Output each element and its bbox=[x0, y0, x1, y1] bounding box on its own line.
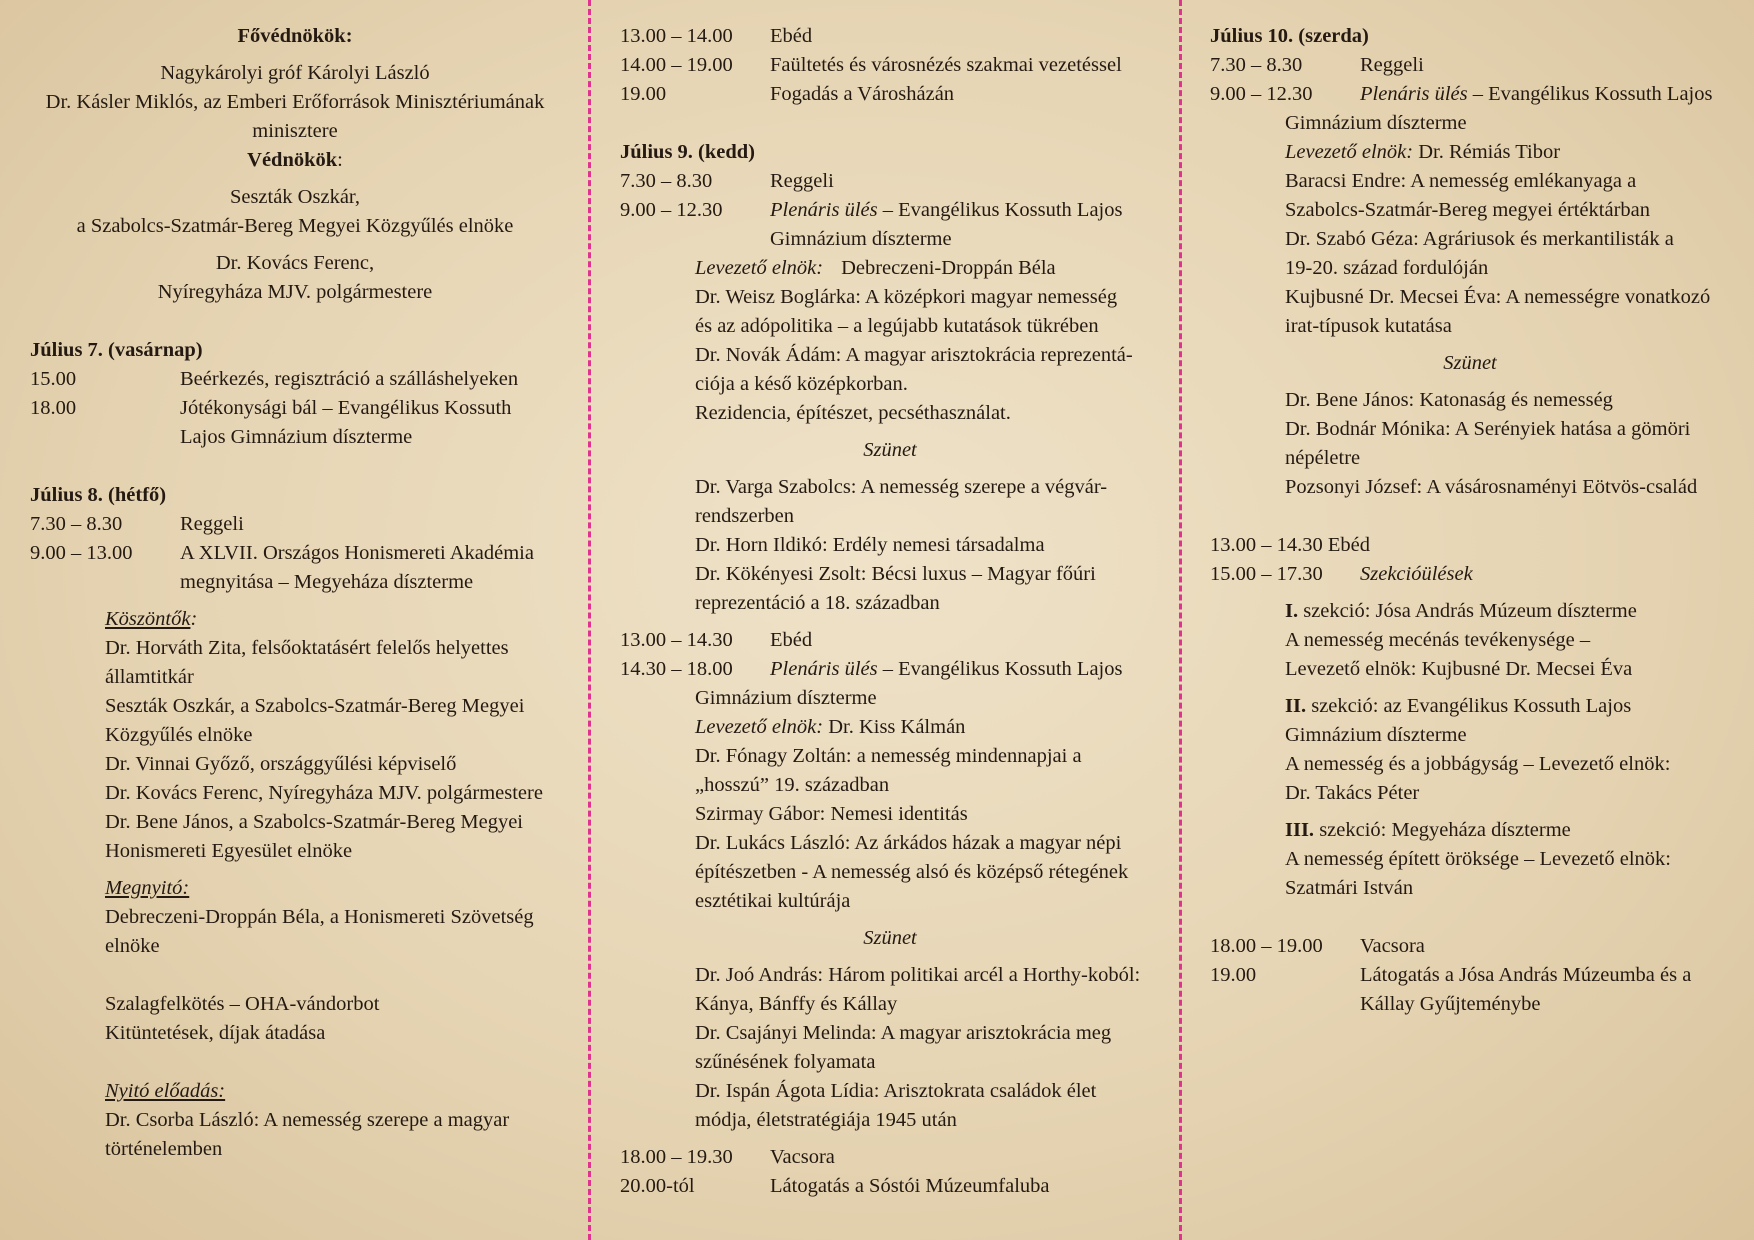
schedule-row: 18.00 Jótékonysági bál – Evangélikus Kossuth bbox=[30, 397, 512, 419]
sponsor-line: Seszták Oszkár, bbox=[229, 186, 361, 208]
schedule-row: 19.00 Látogatás a Jósa András Múzeumba és a bbox=[1210, 964, 1692, 986]
opener-line: elnöke bbox=[105, 935, 160, 957]
greeting-line: Közgyűlés elnöke bbox=[105, 724, 253, 746]
talk-line: Rezidencia, építészet, pecséthasználat. bbox=[695, 402, 1011, 424]
break-label: Szünet bbox=[863, 439, 917, 461]
section-head: I. szekció: Jósa András Múzeum díszterme bbox=[1285, 600, 1637, 622]
greeting-line: Seszták Oszkár, a Szabolcs-Szatmár-Bereg Megyei bbox=[105, 695, 525, 717]
schedule-row-cont: megnyitása – Megyeháza díszterme bbox=[180, 571, 474, 593]
schedule-row: 7.30 – 8.30 Reggeli bbox=[620, 170, 834, 192]
talk-line: reprezentáció a 18. században bbox=[695, 592, 940, 614]
talk-line: építészetben - A nemesség alsó és középső rétegének bbox=[695, 861, 1129, 883]
talk-line: Dr. Varga Szabolcs: A nemesség szerepe a végvár- bbox=[695, 476, 1108, 498]
talk-line: Dr. Horn Ildikó: Erdély nemesi társadalma bbox=[695, 534, 1045, 556]
talk-line: ciója a késő középkorban. bbox=[695, 373, 908, 395]
chair-line: Levezető elnök: Debreczeni-Droppán Béla bbox=[695, 257, 1056, 279]
sponsors-heading: Védnökök: bbox=[247, 149, 343, 171]
talk-line: Dr. Weisz Boglárka: A középkori magyar nemesség bbox=[695, 286, 1118, 308]
schedule-row: 19.00 Fogadás a Városházán bbox=[620, 83, 955, 105]
patrons-heading: Fővédnökök: bbox=[237, 25, 353, 47]
talk-line: rendszerben bbox=[695, 505, 795, 527]
talk-line: Baracsi Endre: A nemesség emlékanyaga a bbox=[1285, 170, 1637, 192]
lecture-line: történelemben bbox=[105, 1138, 223, 1160]
talk-line: Dr. Fónagy Zoltán: a nemesség mindennapjai a bbox=[695, 745, 1082, 767]
schedule-row: 9.00 – 12.30 Plenáris ülés – Evangélikus Kossuth Lajos bbox=[620, 199, 1123, 221]
talk-line: Pozsonyi József: A vásárosnaményi Eötvös-család bbox=[1285, 476, 1698, 498]
day-title: Július 7. (vasárnap) bbox=[30, 339, 203, 361]
talk-line: Dr. Csajányi Melinda: A magyar arisztokrácia meg bbox=[695, 1022, 1112, 1044]
section-line: Levezető elnök: Kujbusné Dr. Mecsei Éva bbox=[1285, 658, 1633, 680]
schedule-row: 15.00 – 17.30 Szekcióülések bbox=[1210, 563, 1473, 585]
chair-line: Levezető elnök: Dr. Kiss Kálmán bbox=[695, 716, 966, 738]
schedule-row: 15.00 Beérkezés, regisztráció a szálláshelyeken bbox=[30, 368, 519, 390]
ribbon-line: Kitüntetések, díjak átadása bbox=[105, 1022, 326, 1044]
section-head: II. szekció: az Evangélikus Kossuth Lajos bbox=[1285, 695, 1632, 717]
talk-line: Kujbusné Dr. Mecsei Éva: A nemességre vonatkozó bbox=[1285, 286, 1711, 308]
schedule-row: 14.30 – 18.00 Plenáris ülés – Evangélikus Kossuth Lajos bbox=[620, 658, 1123, 680]
schedule-row: 9.00 – 12.30 Plenáris ülés – Evangélikus Kossuth Lajos bbox=[1210, 83, 1713, 105]
sponsor-line: a Szabolcs-Szatmár-Bereg Megyei Közgyűlés elnöke bbox=[76, 215, 514, 237]
sponsor-line: Nyíregyháza MJV. polgármestere bbox=[157, 281, 433, 303]
schedule-row: 18.00 – 19.30 Vacsora bbox=[620, 1146, 835, 1168]
talk-line: módja, életstratégiája 1945 után bbox=[695, 1109, 957, 1131]
talk-line: Dr. Lukács László: Az árkádos házak a magyar népi bbox=[695, 832, 1122, 854]
talk-line: Dr. Novák Ádám: A magyar arisztokrácia reprezentá- bbox=[695, 344, 1133, 366]
schedule-row: 20.00-tól Látogatás a Sóstói Múzeumfaluba bbox=[620, 1175, 1050, 1197]
talk-line: Szabolcs-Szatmár-Bereg megyei értéktárban bbox=[1285, 199, 1651, 221]
greeting-line: Dr. Kovács Ferenc, Nyíregyháza MJV. polgármestere bbox=[105, 782, 543, 804]
schedule-row-cont: Kállay Gyűjteménybe bbox=[1360, 993, 1541, 1015]
talk-line: Dr. Joó András: Három politikai arcél a Horthy-koból: bbox=[695, 964, 1141, 986]
opener-label: Megnyitó: bbox=[105, 877, 190, 899]
fold-line-left bbox=[588, 0, 591, 1240]
talk-line: és az adópolitika – a legújabb kutatások tükrében bbox=[695, 315, 1099, 337]
section-line: A nemesség épített öröksége – Levezető elnök: bbox=[1285, 848, 1671, 870]
column-left bbox=[30, 22, 560, 1164]
patron-line: minisztere bbox=[252, 120, 338, 142]
day-title: Július 8. (hétfő) bbox=[30, 484, 167, 506]
talk-line: népéletre bbox=[1285, 447, 1361, 469]
patron-line: Nagykárolyi gróf Károlyi László bbox=[160, 62, 430, 84]
schedule-row: 18.00 – 19.00 Vacsora bbox=[1210, 935, 1425, 957]
talk-line: Szirmay Gábor: Nemesi identitás bbox=[695, 803, 968, 825]
talk-line: Dr. Szabó Géza: Agráriusok és merkantilisták a bbox=[1285, 228, 1674, 250]
schedule-row: 13.00 – 14.00 Ebéd bbox=[620, 25, 813, 47]
greetings-label: Köszöntők: bbox=[105, 608, 198, 630]
talk-line: „hosszú” 19. században bbox=[695, 774, 890, 796]
section-line: A nemesség és a jobbágyság – Levezető elnök: bbox=[1285, 753, 1671, 775]
talk-line: szűnésének folyamata bbox=[695, 1051, 876, 1073]
section-line: A nemesség mecénás tevékenysége – bbox=[1285, 629, 1591, 651]
schedule-row-cont: Gimnázium díszterme bbox=[770, 228, 952, 250]
greeting-line: Honismereti Egyesület elnöke bbox=[105, 840, 353, 862]
schedule-row: 9.00 – 13.00 A XLVII. Országos Honismereti Akadémia bbox=[30, 542, 534, 564]
schedule-row: 13.00 – 14.30 Ebéd bbox=[620, 629, 813, 651]
talk-line: irat-típusok kutatása bbox=[1285, 315, 1452, 337]
schedule-row: 7.30 – 8.30 Reggeli bbox=[1210, 54, 1424, 76]
break-label: Szünet bbox=[863, 927, 917, 949]
ribbon-line: Szalagfelkötés – OHA-vándorbot bbox=[105, 993, 380, 1015]
talk-line: 19-20. század fordulóján bbox=[1285, 257, 1489, 279]
day-title: Július 10. (szerda) bbox=[1210, 25, 1369, 47]
talk-line: esztétikai kultúrája bbox=[695, 890, 851, 912]
opener-line: Debreczeni-Droppán Béla, a Honismereti Szövetség bbox=[105, 906, 534, 928]
section-line: Gimnázium díszterme bbox=[1285, 724, 1467, 746]
talk-line: Dr. Bene János: Katonaság és nemesség bbox=[1285, 389, 1613, 411]
schedule-row-cont: Lajos Gimnázium díszterme bbox=[180, 426, 413, 448]
greeting-line: államtitkár bbox=[105, 666, 194, 688]
schedule-row-cont: Gimnázium díszterme bbox=[1285, 112, 1467, 134]
schedule-row: 7.30 – 8.30 Reggeli bbox=[30, 513, 244, 535]
section-line: Szatmári István bbox=[1285, 877, 1414, 899]
greeting-line: Dr. Vinnai Győző, országgyűlési képviselő bbox=[105, 753, 457, 775]
talk-line: Dr. Ispán Ágota Lídia: Arisztokrata családok élet bbox=[695, 1080, 1097, 1102]
lecture-line: Dr. Csorba László: A nemesség szerepe a magyar bbox=[105, 1109, 510, 1131]
break-label: Szünet bbox=[1443, 352, 1497, 374]
column-right bbox=[1210, 22, 1730, 1019]
schedule-row-cont: Gimnázium díszterme bbox=[695, 687, 877, 709]
chair-line: Levezető elnök: Dr. Rémiás Tibor bbox=[1285, 141, 1561, 163]
talk-line: Dr. Bodnár Mónika: A Serényiek hatása a gömöri bbox=[1285, 418, 1691, 440]
talk-line: Dr. Kökényesi Zsolt: Bécsi luxus – Magyar főúri bbox=[695, 563, 1096, 585]
greeting-line: Dr. Bene János, a Szabolcs-Szatmár-Bereg Megyei bbox=[105, 811, 523, 833]
patron-line: Dr. Kásler Miklós, az Emberi Erőforrások Minisztériumának bbox=[45, 91, 545, 113]
talk-line: Kánya, Bánffy és Kállay bbox=[695, 993, 898, 1015]
section-head: III. szekció: Megyeháza díszterme bbox=[1285, 819, 1571, 841]
section-line: Dr. Takács Péter bbox=[1285, 782, 1420, 804]
column-middle bbox=[620, 22, 1160, 1201]
lunch-line: 13.00 – 14.30 Ebéd bbox=[1210, 534, 1370, 556]
greeting-line: Dr. Horváth Zita, felsőoktatásért felelős helyettes bbox=[105, 637, 509, 659]
schedule-row: 14.00 – 19.00 Faültetés és városnézés szakmai vezetéssel bbox=[620, 54, 1122, 76]
sponsor-line: Dr. Kovács Ferenc, bbox=[215, 252, 375, 274]
fold-line-right bbox=[1179, 0, 1182, 1240]
day-title: Július 9. (kedd) bbox=[620, 141, 756, 163]
lecture-label: Nyitó előadás: bbox=[105, 1080, 226, 1102]
